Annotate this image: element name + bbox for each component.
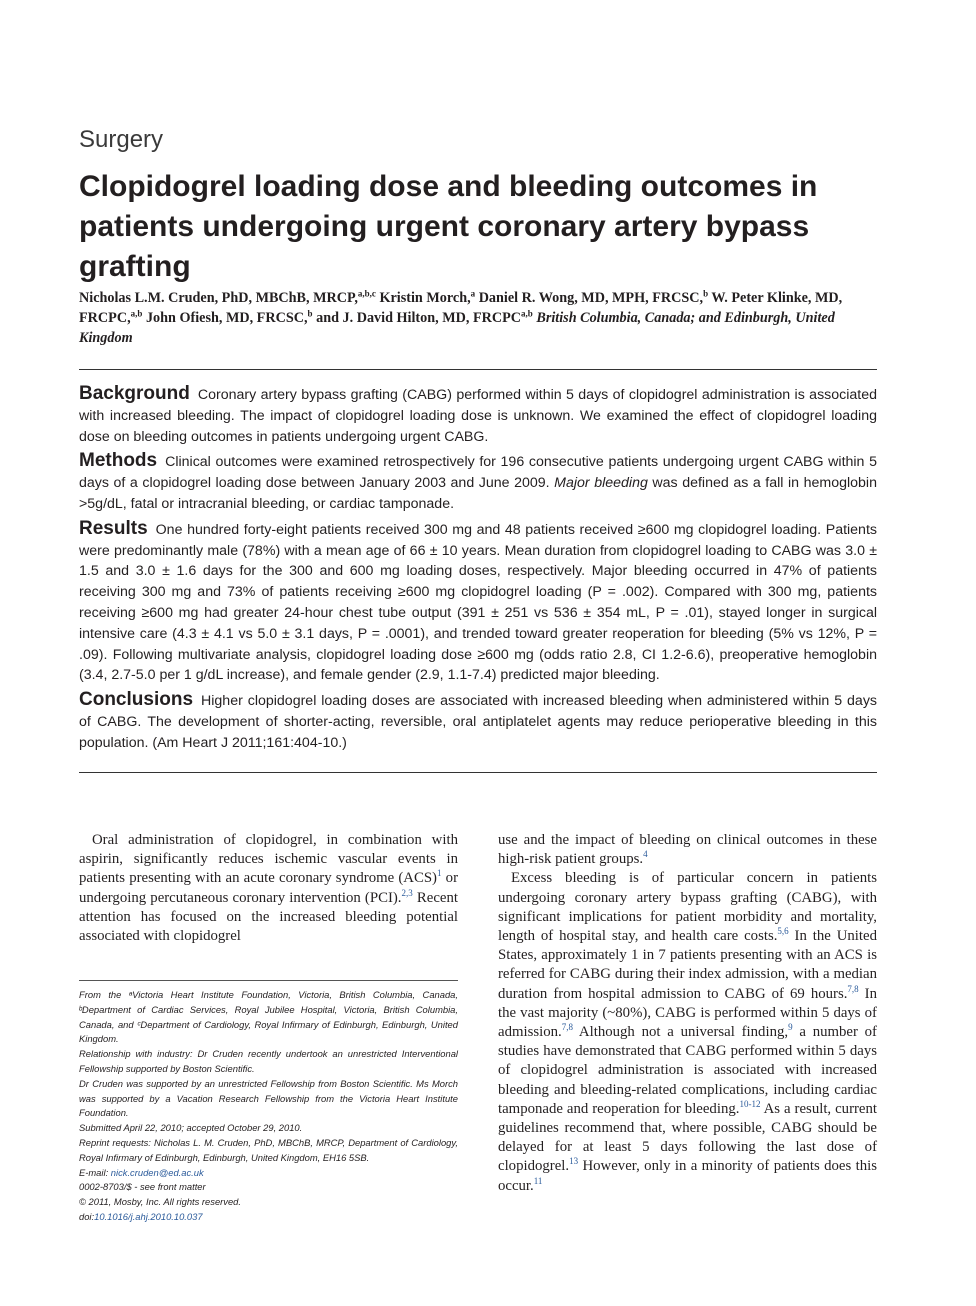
article-title: Clopidogrel loading dose and bleeding outcomes in patients undergoing urgent coronary artery bypass grafting bbox=[79, 170, 818, 283]
citation-link[interactable]: 7,8 bbox=[847, 983, 859, 994]
author-name: Daniel R. Wong, MD, MPH, FRCSC, bbox=[478, 290, 704, 306]
conclusions-heading: Conclusions bbox=[79, 689, 194, 711]
citation-link[interactable]: 1 bbox=[436, 868, 442, 879]
methods-emphasis: Major bleeding bbox=[554, 475, 648, 492]
footnote-reprints: Reprint requests: Nicholas L. M. Cruden, PhD, MBChB, MRCP, Department of Cardiology, Royal Infirmary of Edinburgh, Edinburgh, United Kingdom, EH16 5SB. bbox=[79, 1136, 458, 1163]
footnotes bbox=[79, 988, 458, 1225]
citation-link[interactable]: 11 bbox=[533, 1175, 543, 1186]
citation-link[interactable]: 2,3 bbox=[401, 887, 413, 898]
abstract-methods bbox=[79, 451, 877, 514]
body-text: a number of studies have demonstrated that CABG performed within 5 days of clopidogrel administration is associated with increased bleeding and bleeding-related complications, including cardiac tamponade and reoperation for bleeding. bbox=[498, 1024, 877, 1117]
body-text: or undergoing percutaneous coronary intervention (PCI). bbox=[79, 870, 458, 906]
author-affil-sup: b bbox=[703, 288, 709, 299]
footnote-rule bbox=[79, 980, 458, 981]
conclusions-text: Higher clopidogrel loading doses are associated with increased bleeding when administered within 5 days of CABG. The development of shorter-acting, reversible, oral antiplatelet agents may reduce perioperative bleeding in this population. (Am Heart J 2011;161:404-10.) bbox=[79, 693, 877, 751]
body-text: Recent attention has focused on the increased bleeding potential associated with clopidogrel bbox=[79, 889, 458, 945]
abstract bbox=[79, 384, 877, 758]
author-affil-sup: a,b bbox=[130, 308, 143, 319]
body-column-right bbox=[498, 831, 877, 1196]
abstract-background bbox=[79, 384, 877, 447]
footnote-copyright: © 2011, Mosby, Inc. All rights reserved. bbox=[79, 1196, 242, 1208]
email-label: E-mail: bbox=[79, 1166, 111, 1178]
author-name: John Ofiesh, MD, FRCSC, bbox=[145, 310, 308, 326]
abstract-bottom-rule bbox=[79, 772, 877, 773]
citation-link[interactable]: 4 bbox=[643, 849, 648, 860]
footnote-email bbox=[79, 1166, 458, 1181]
body-text: In the vast majority (~80%), CABG is performed within 5 days of admission. bbox=[498, 985, 877, 1041]
body-text: In the United States, approximately 1 in 7 patients presenting with an ACS is referred for CABG during their index admission, with a median duration from hospital admission to CABG of 69 hours. bbox=[498, 928, 877, 1002]
author-affiliation: British Columbia, Canada; and Edinburgh, United Kingdom bbox=[79, 310, 835, 346]
footnote-industry: Relationship with industry: Dr Cruden recently undertook an unrestricted Interventional Fellowship supported by Boston Scientific. bbox=[79, 1048, 458, 1074]
author-name: Kristin Morch, bbox=[379, 290, 471, 306]
author-affil-sup: b bbox=[307, 308, 313, 319]
body-text: As a result, current guidelines recommend that, where possible, CABG should be delayed for at least 5 days following the last dose of clopidogrel. bbox=[498, 1100, 878, 1175]
background-heading: Background bbox=[79, 383, 190, 404]
abstract-conclusions bbox=[79, 690, 877, 753]
doi-link[interactable]: 10.1016/j.ahj.2010.10.037 bbox=[94, 1210, 203, 1222]
footnote-doi bbox=[79, 1210, 458, 1225]
email-link[interactable]: nick.cruden@ed.ac.uk bbox=[110, 1166, 204, 1178]
body-text: use and the impact of bleeding on clinical outcomes in these high-risk patient groups. bbox=[498, 832, 877, 868]
footnote-affiliations: From the ᵃVictoria Heart Institute Foundation, Victoria, British Columbia, Canada, ᵇDepartment of Cardiac Services, Royal Jubilee Hospital, Victoria, British Columbia, Canada, and ᶜDepartment of Cardiology, Royal Infirmary of Edinburgh, Edinburgh, United Kingdom. bbox=[79, 989, 458, 1045]
citation-link[interactable]: 5,6 bbox=[777, 926, 789, 937]
author-affil-sup: a,b,c bbox=[357, 288, 376, 299]
author-name: and J. David Hilton, MD, FRCPC bbox=[316, 310, 522, 326]
footnote-issn: 0002-8703/$ - see front matter bbox=[79, 1181, 206, 1193]
body-text: Although not a universal finding, bbox=[572, 1024, 789, 1041]
methods-text: was defined as a fall in hemoglobin >5g/dL, fatal or intracranial bleeding, or cardiac tamponade. bbox=[79, 475, 877, 512]
body-text: However, only in a minority of patients does this occur. bbox=[498, 1158, 877, 1194]
citation-link[interactable]: 9 bbox=[788, 1022, 793, 1033]
abstract-top-rule bbox=[79, 369, 877, 370]
body-paragraph bbox=[498, 869, 877, 1195]
section-label: Surgery bbox=[79, 126, 164, 153]
author-list bbox=[79, 288, 879, 348]
author-name: W. Peter Klinke, MD, FRCPC, bbox=[79, 290, 843, 326]
footnote-dates: Submitted April 22, 2010; accepted October 29, 2010. bbox=[79, 1122, 303, 1134]
author-affil-sup: a,b bbox=[521, 308, 533, 319]
citation-link[interactable]: 7,8 bbox=[561, 1022, 573, 1033]
results-text: One hundred forty-eight patients received 300 mg and 48 patients received ≥600 mg clopidogrel loading. Patients were predominantly male (78%) with a mean age of 66 ± 10 years. Mean duration from clopidogrel loading to CABG was 3.0 ± 1.5 and 3.0 ± 1.6 days for the 300 and 600 mg loading doses, respectively. Major bleeding occurred in 47% of patients receiving 300 mg and 73% of patients receiving ≥600 mg clopidogrel loading (P = .002). Compared with 300 mg, patients receiving ≥600 mg had greater 24-hour chest tube output (391 ± 251 vs 536 ± 354 mL, P = .01), stayed longer in surgical intensive care (4.3 ± 4.1 vs 5.0 ± 3.1 days, P = .0001), and trended toward greater reoperation for bleeding (5% vs 12%, P = .09). Following multivariate analysis, clopidogrel loading dose ≥600 mg (odds ratio 2.8, CI 1.2-6.6), preoperative hemoglobin (3.4, 2.7-5.0 per 1 g/dL increase), and female gender (2.9, 1.1-7.4) predicted major bleeding. bbox=[79, 521, 877, 684]
author-name: Nicholas L.M. Cruden, PhD, MBChB, MRCP, bbox=[79, 290, 358, 306]
body-column-left bbox=[79, 831, 458, 946]
methods-text: Clinical outcomes were examined retrospectively for 196 consecutive patients undergoing urgent CABG within 5 days of a clopidogrel loading dose between January 2003 and June 2009. bbox=[79, 454, 877, 492]
body-paragraph bbox=[498, 831, 877, 869]
body-text: Excess bleeding is of particular concern in patients undergoing coronary artery bypass grafting (CABG), with significant implications for patient morbidity and mortality, length of hospital stay, and health care costs. bbox=[498, 870, 877, 945]
footnote-funding: Dr Cruden was supported by an unrestricted Fellowship from Boston Scientific. Ms Morch was supported by a Vacation Research Fellowship from the Victoria Heart Institute Foundation. bbox=[79, 1077, 458, 1119]
body-text: Oral administration of clopidogrel, in combination with aspirin, significantly reduces ischemic vascular events in patients presenting with an acute coronary syndrome (ACS) bbox=[79, 832, 458, 887]
abstract-results bbox=[79, 519, 877, 686]
body-paragraph bbox=[79, 831, 458, 946]
citation-link[interactable]: 13 bbox=[569, 1156, 579, 1167]
author-affil-sup: a bbox=[470, 288, 476, 299]
doi-label: doi: bbox=[79, 1210, 95, 1222]
methods-heading: Methods bbox=[79, 450, 158, 472]
citation-link[interactable]: 10-12 bbox=[739, 1098, 761, 1109]
results-heading: Results bbox=[79, 517, 148, 539]
background-text: Coronary artery bypass grafting (CABG) performed within 5 days of clopidogrel administration is associated with increased bleeding. The impact of clopidogrel loading dose is unknown. We examined the effect of clopidogrel loading dose on bleeding outcomes in patients undergoing urgent CABG. bbox=[79, 387, 877, 445]
